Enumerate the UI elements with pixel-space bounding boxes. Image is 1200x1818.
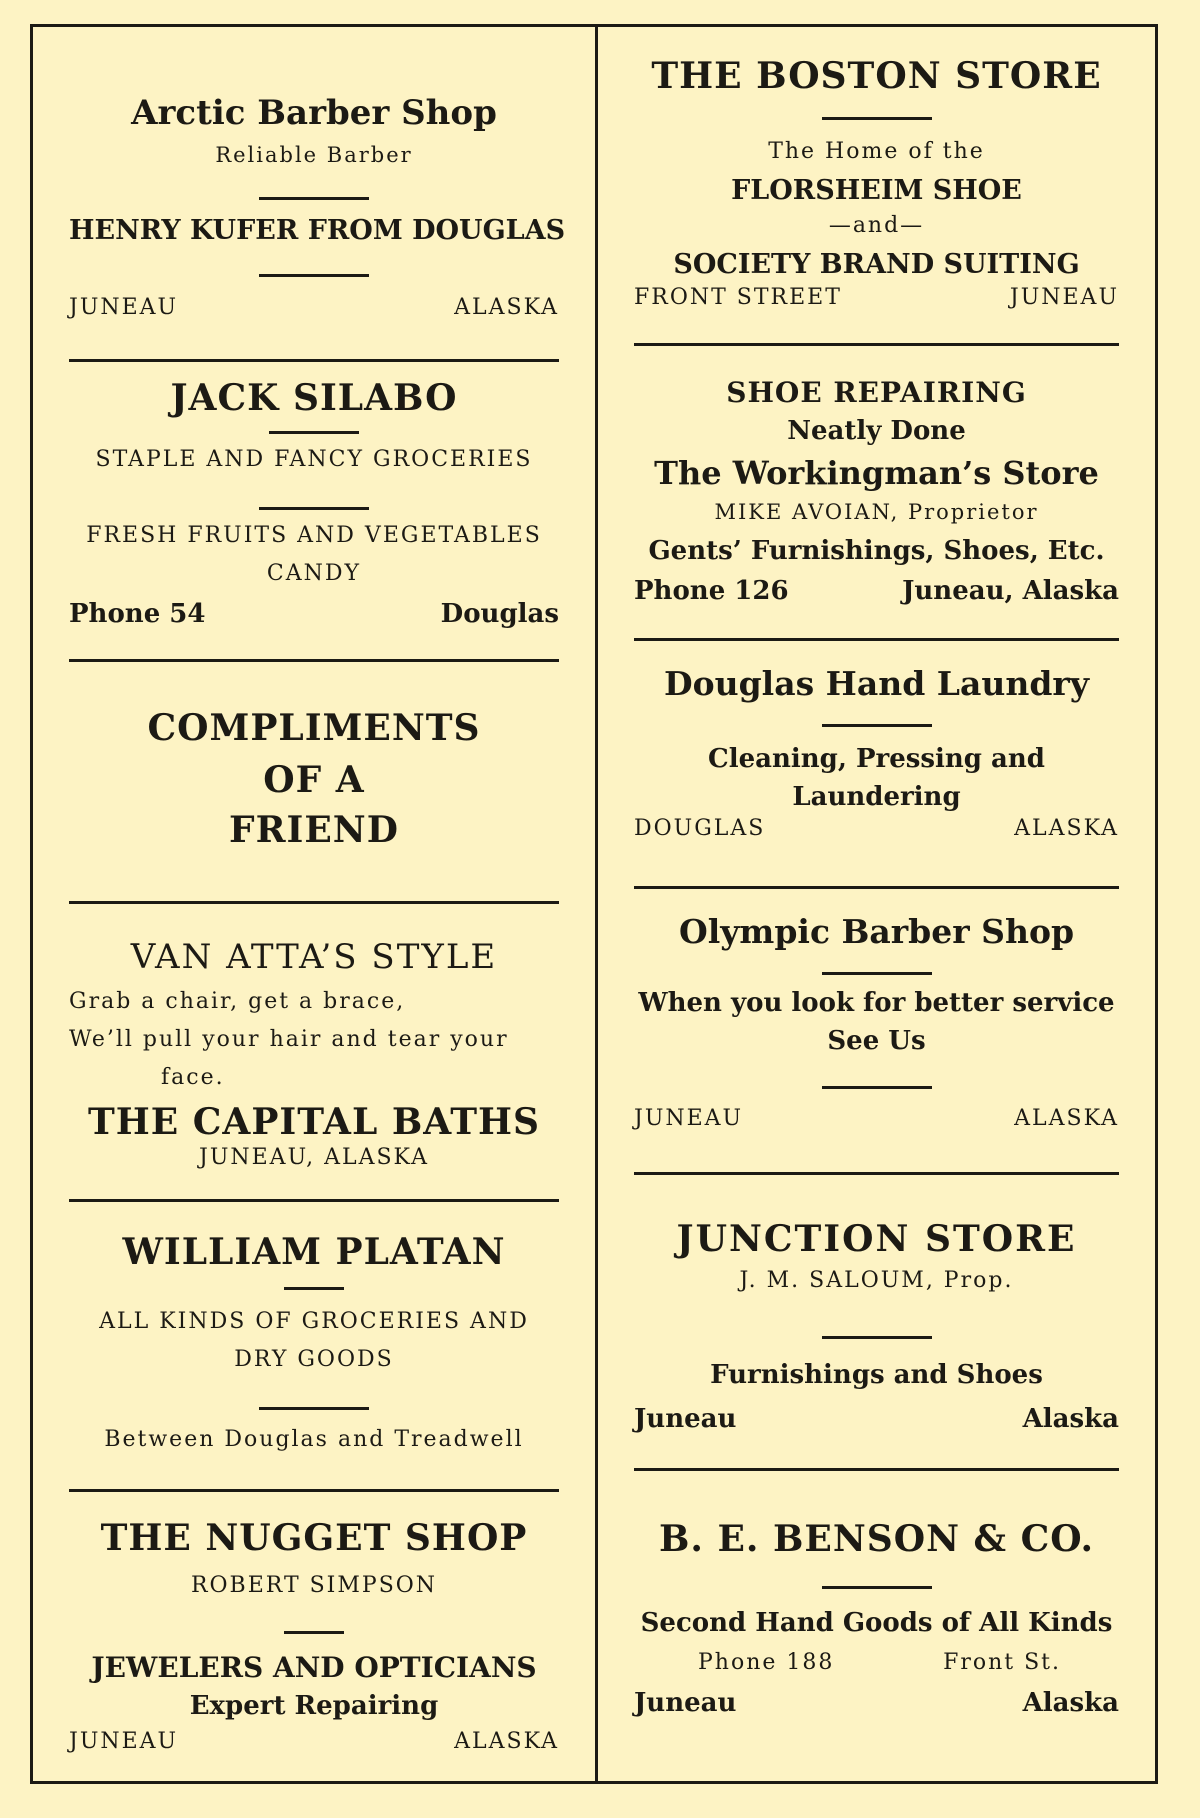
ad-line: Grab a chair, get a brace, — [69, 989, 406, 1014]
short-rule — [259, 1407, 369, 1410]
short-rule — [822, 972, 932, 975]
ad-boston-store — [634, 27, 1119, 347]
ad-line: CANDY — [266, 561, 362, 586]
ad-page — [30, 24, 1158, 1784]
short-rule — [284, 1287, 344, 1290]
ad-line: Cleaning, Pressing and — [708, 744, 1045, 774]
ad-owner: MIKE AVOIAN, Proprietor — [714, 500, 1039, 524]
ad-olympic-barber-shop — [634, 886, 1119, 1176]
ad-state: Alaska — [1022, 1688, 1119, 1718]
ad-line: Expert Repairing — [189, 1691, 439, 1721]
ad-state: ALASKA — [454, 1729, 559, 1754]
ad-line: The Home of the — [768, 139, 985, 164]
ad-junction-store — [634, 1172, 1119, 1472]
short-rule — [269, 431, 359, 434]
ad-line: See Us — [827, 1026, 926, 1056]
ad-location: JUNEAU, ALASKA — [199, 1145, 429, 1170]
ad-line: STAPLE AND FANCY GROCERIES — [95, 447, 533, 472]
ad-line: Gents’ Furnishings, Shoes, Etc. — [648, 536, 1105, 566]
ad-state: Alaska — [1022, 1404, 1119, 1434]
ad-nugget-shop — [69, 1489, 559, 1779]
ad-owner: J. M. SALOUM, Prop. — [739, 1268, 1014, 1293]
ad-capital-baths — [69, 907, 559, 1207]
ad-city: Juneau, Alaska — [902, 576, 1119, 606]
ad-city: JUNEAU — [69, 1729, 179, 1754]
ad-state: ALASKA — [454, 295, 559, 320]
ad-line: SOCIETY BRAND SUITING — [673, 249, 1080, 280]
ad-state: ALASKA — [1014, 1106, 1119, 1131]
ad-tagline: Reliable Barber — [215, 143, 413, 167]
ad-compliments-of-a-friend — [69, 667, 559, 907]
ad-phone: Phone 188 — [698, 1650, 835, 1675]
ad-title: WILLIAM PLATAN — [122, 1231, 506, 1273]
ad-douglas-hand-laundry — [634, 638, 1119, 892]
ad-line: DRY GOODS — [234, 1347, 394, 1372]
ad-line: Second Hand Goods of All Kinds — [640, 1608, 1113, 1638]
section-divider — [69, 359, 559, 362]
short-rule — [822, 117, 932, 120]
short-rule — [822, 1086, 932, 1089]
ad-state: ALASKA — [1014, 816, 1119, 841]
ad-arctic-barber-shop — [69, 67, 566, 367]
ad-city: DOUGLAS — [634, 816, 766, 841]
short-rule — [822, 1336, 932, 1339]
ad-city: Juneau — [634, 1688, 737, 1718]
ad-city: JUNEAU — [1009, 285, 1119, 310]
ad-line: FRIEND — [229, 809, 399, 851]
section-divider — [69, 659, 559, 662]
ad-line: FRESH FRUITS AND VEGETABLES — [86, 523, 542, 548]
ad-line: OF A — [263, 759, 365, 801]
ad-title: Olympic Barber Shop — [678, 912, 1075, 951]
ad-title: THE NUGGET SHOP — [100, 1517, 528, 1559]
ad-line: FLORSHEIM SHOE — [731, 175, 1022, 206]
ad-william-platan — [69, 1207, 559, 1497]
ad-title: Douglas Hand Laundry — [663, 664, 1089, 703]
ad-title: JACK SILABO — [170, 377, 458, 419]
ad-owner: ROBERT SIMPSON — [190, 1573, 438, 1598]
ad-title: JUNCTION STORE — [676, 1218, 1077, 1260]
short-rule — [259, 274, 369, 277]
ad-line: JEWELERS AND OPTICIANS — [91, 1651, 537, 1684]
short-rule — [259, 507, 369, 510]
ad-title: VAN ATTA’S STYLE — [130, 937, 498, 977]
ad-benson-co — [634, 1468, 1119, 1768]
ad-line: We’ll pull your hair and tear your — [69, 1027, 509, 1052]
short-rule — [284, 1631, 344, 1634]
ad-street: Front St. — [943, 1650, 1061, 1675]
ad-phone: Phone 54 — [69, 599, 206, 629]
ad-title: The Workingman’s Store — [654, 454, 1099, 492]
ad-jack-silabo — [69, 367, 559, 667]
ad-location: Between Douglas and Treadwell — [104, 1427, 524, 1452]
ad-line: face. — [161, 1065, 225, 1090]
ad-city: Juneau — [634, 1404, 737, 1434]
ad-line: Neatly Done — [787, 416, 966, 446]
ad-city: JUNEAU — [634, 1106, 744, 1131]
ad-line: When you look for better service — [638, 988, 1115, 1018]
ad-line: ALL KINDS OF GROCERIES AND — [99, 1309, 529, 1334]
ad-name: THE CAPITAL BATHS — [87, 1101, 541, 1143]
ad-street: FRONT STREET — [634, 285, 842, 310]
short-rule — [259, 197, 369, 200]
section-divider — [69, 901, 559, 904]
section-divider — [69, 1199, 559, 1202]
short-rule — [822, 724, 932, 727]
ad-line: COMPLIMENTS — [147, 707, 481, 749]
ad-title: B. E. BENSON & CO. — [658, 1518, 1095, 1560]
right-column — [598, 27, 1155, 1781]
ad-workingmans-store — [634, 346, 1119, 644]
ad-city: Douglas — [440, 599, 559, 629]
ad-owner: HENRY KUFER FROM DOUGLAS — [69, 215, 566, 246]
ad-line: —and— — [828, 213, 925, 238]
left-column — [33, 27, 595, 1781]
ad-line: SHOE REPAIRING — [726, 376, 1027, 409]
ad-title: THE BOSTON STORE — [651, 55, 1102, 97]
ad-city: JUNEAU — [69, 295, 179, 320]
ad-phone: Phone 126 — [634, 576, 789, 606]
ad-title: Arctic Barber Shop — [131, 93, 497, 133]
ad-line: Laundering — [792, 782, 961, 812]
ad-line: Furnishings and Shoes — [710, 1360, 1043, 1390]
short-rule — [822, 1586, 932, 1589]
